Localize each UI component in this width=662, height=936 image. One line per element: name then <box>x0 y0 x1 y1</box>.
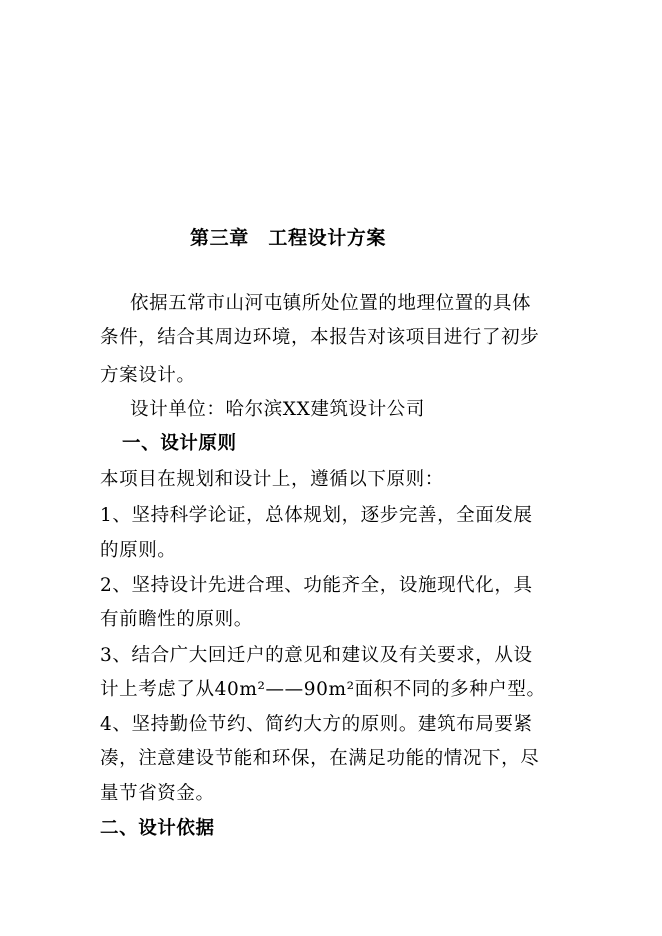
list-item-line: 计上考虑了从40m²——90m²面积不同的多种户型。 <box>100 679 546 700</box>
list-item-line: 1、坚持科学论证，总体规划，逐步完善，全面发展 <box>100 505 533 526</box>
list-item-line: 量节省资金。 <box>100 783 215 804</box>
chapter-title: 第三章 工程设计方案 <box>190 227 387 249</box>
design-unit: 设计单位：哈尔滨XX建筑设计公司 <box>130 399 425 420</box>
section-heading-basis: 二、设计依据 <box>100 818 215 839</box>
list-item-line: 2、坚持设计先进合理、功能齐全，设施现代化，具 <box>100 575 533 596</box>
paragraph-line: 条件，结合其周边环境，本报告对该项目进行了初步 <box>100 327 540 348</box>
list-item-line: 4、坚持勤俭节约、简约大方的原则。建筑布局要紧 <box>100 714 533 735</box>
paragraph-line: 方案设计。 <box>100 365 196 386</box>
list-item-line: 有前瞻性的原则。 <box>100 609 253 630</box>
list-item-line: 3、结合广大回迁户的意见和建议及有关要求，从设 <box>100 645 533 666</box>
paragraph-line: 依据五常市山河屯镇所处位置的地理位置的具体 <box>130 293 532 314</box>
list-item-line: 的原则。 <box>100 540 177 561</box>
list-item-line: 凑，注意建设节能和环保，在满足功能的情况下，尽 <box>100 748 540 769</box>
principles-intro: 本项目在规划和设计上，遵循以下原则： <box>100 469 444 490</box>
section-heading-principles: 一、设计原则 <box>122 433 237 454</box>
